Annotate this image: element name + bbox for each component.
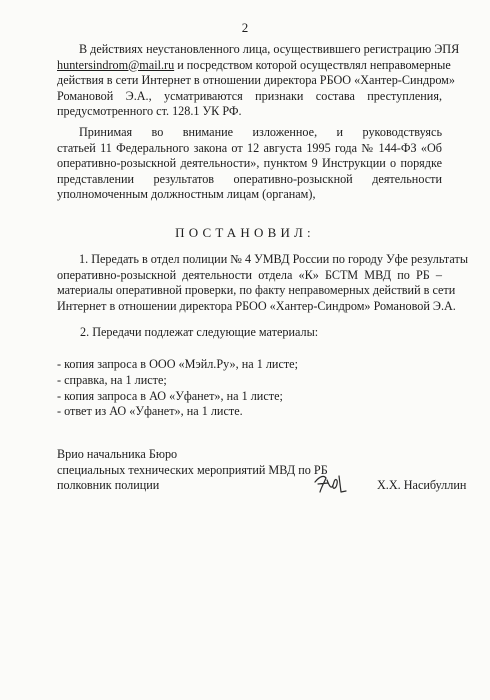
text-line: Романовой Э.А., усматриваются признаки состава преступления, [57,88,442,103]
decision-item-1 [57,252,469,314]
text-line: уполномоченным должностным лицам (органам), [57,187,316,202]
text-line: оперативно-розыскной деятельности», пунктом 9 Инструкции о порядке [57,156,442,171]
handwritten-signature [312,470,348,498]
decision-heading: ПОСТАНОВИЛ: [175,225,315,240]
paragraph-basis [57,125,442,203]
text-line: специальных технических мероприятий МВД по РБ [57,462,328,477]
text-line: материалы оперативной проверки, по факту неправомерных действий в сети [57,283,456,298]
text-line: huntersindrom@mail.ru и посредством которой осуществлял неправомерные [57,57,451,72]
text-line: Врио начальника Бюро [57,447,178,461]
text-line: оперативно-розыскной деятельности отдела «К» БСТМ МВД по РБ – [57,267,442,282]
text-line: полковник полиции [57,478,160,493]
list-item: - копия запроса в АО «Уфанет», на 1 листе; [57,388,283,403]
signatory-title [57,447,328,494]
text-line: Принимая во внимание изложенное, и руководствуясь [79,125,442,139]
text-line: 2. Передачи подлежат следующие материалы: [80,325,319,339]
signatory-name: Х.Х. Насибуллин [377,478,467,492]
page-number: 2 [241,20,249,35]
text-line: представлении результатов оперативно-розыскной деятельности [57,171,442,186]
text-line: 1. Передать в отдел полиции № 4 УМВД России по городу Уфе результаты [79,252,469,266]
text-line: предусмотренного ст. 128.1 УК РФ. [57,104,242,119]
materials-list [57,357,298,420]
list-item: - ответ из АО «Уфанет», на 1 листе. [57,404,243,419]
decision-item-2 [80,325,318,341]
text-line: статьей 11 Федерального закона от 12 августа 1995 года № 144-ФЗ «Об [57,140,442,155]
text-line: Интернет в отношении директора РБОО «Хантер-Синдром» Романовой Э.А. [57,298,456,313]
list-item: - справка, на 1 листе; [57,372,167,387]
email-link[interactable]: huntersindrom@mail.ru [57,57,175,72]
text-line: В действиях неустановленного лица, осуществившего регистрацию ЭПЯ [79,42,460,56]
text-line: действия в сети Интернет в отношении директора РБОО «Хантер-Синдром» [57,73,455,88]
paragraph-findings [57,42,460,120]
list-item: - копия запроса в ООО «Мэйл.Ру», на 1 листе; [57,357,298,371]
